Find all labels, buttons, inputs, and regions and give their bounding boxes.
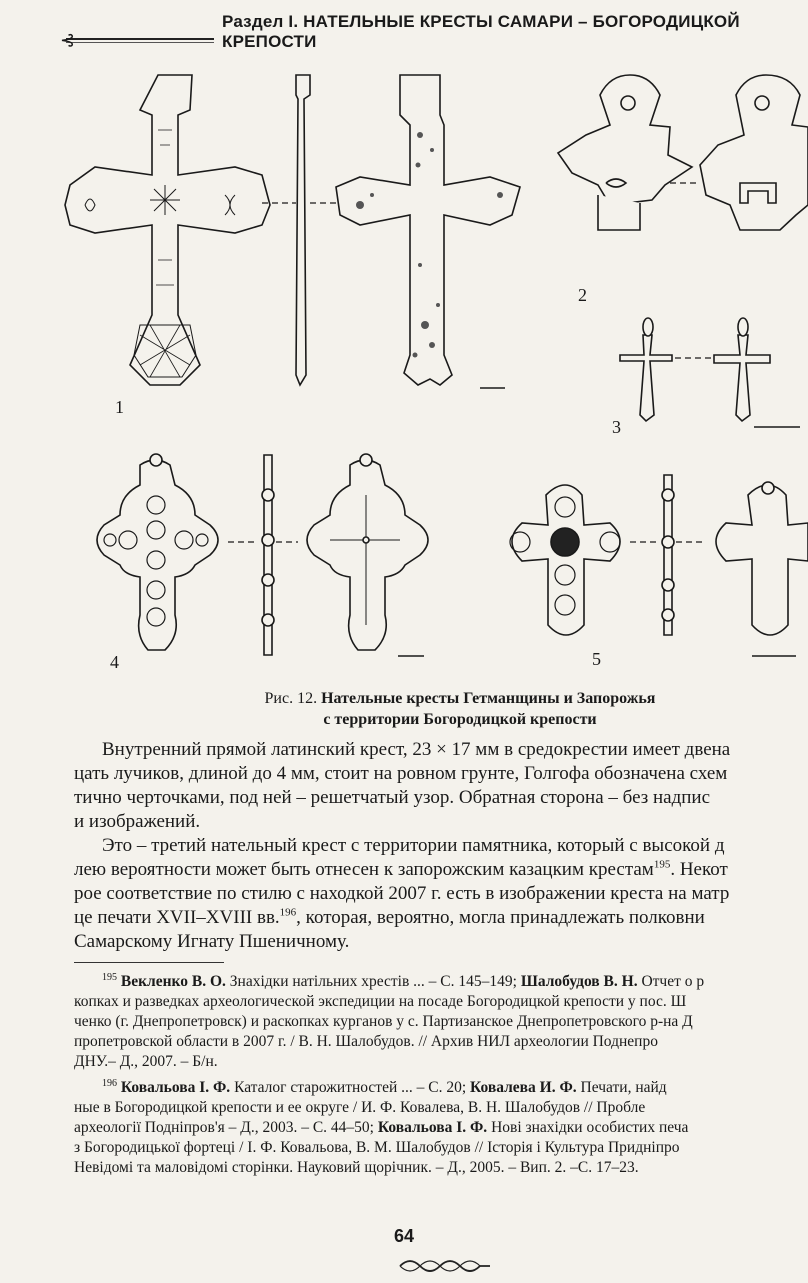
footnote-text: археології Подніпров'я – Д., 2003. – С. 44–50;: [74, 1119, 378, 1136]
footnote-196-line: з Богородицької фортеці / І. Ф. Ковальова, В. М. Шалобудов // Історія і Культура Придніпро: [74, 1139, 680, 1156]
footnote-195-line: ченко (г. Днепропетровск) и раскопках курганов у с. Партизанское Днепропетровского р-на Д: [74, 1013, 693, 1030]
footnote-author: Ковалева И. Ф.: [470, 1079, 577, 1096]
running-header: [0, 0, 808, 51]
footnote-author: Векленко В. О.: [120, 973, 226, 990]
figure-label-5: 5: [592, 649, 601, 669]
cross-2-front: [558, 75, 692, 230]
header-ornament-icon: ⊰: [60, 30, 76, 50]
footnote-196-line: [74, 1078, 808, 1098]
footnote-text: Каталог старожитностей ... – С. 20;: [230, 1079, 471, 1096]
body-text-span: лею вероятности может быть отнесен к запорожским казацким крестам: [74, 859, 654, 880]
footnotes: [74, 972, 808, 1178]
footnote-text: Печати, найд: [576, 1079, 667, 1096]
cross-1-front: [65, 75, 270, 385]
figure-label-4: 4: [110, 652, 119, 672]
caption-title-line1: Нательные кресты Гетманщины и Запорожья: [321, 690, 656, 707]
footnote-author: Ковальова І. Ф.: [120, 1079, 231, 1096]
crosses-illustration: [0, 55, 808, 695]
body-line: рое соответствие по стилю с находкой 2007 г. есть в изображении креста на матр: [74, 883, 730, 904]
footnote-195-line: ДНУ.– Д., 2007. – Б/н.: [74, 1053, 218, 1070]
body-text: [74, 738, 808, 954]
cross-1-side: [296, 75, 310, 385]
body-text-span: , которая, вероятно, могла принадлежать полковни: [296, 907, 705, 928]
body-line: цать лучиков, длиной до 4 мм, стоит на ровном грунте, Голгофа обозначена схем: [74, 763, 728, 784]
caption-title-line2: с территории Богородицкой крепости: [323, 711, 597, 728]
cross-1-back: [336, 75, 520, 385]
footnote-ref-196[interactable]: 196: [279, 906, 297, 919]
cross-4-back: [307, 454, 428, 650]
running-header-title: Раздел I. НАТЕЛЬНЫЕ КРЕСТЫ САМАРИ – БОГОРОДИЦКОЙ КРЕПОСТИ: [214, 10, 808, 54]
page-number: 64: [393, 1226, 415, 1246]
footnote-ref-195[interactable]: 195: [653, 858, 671, 871]
body-line: и изображений.: [74, 811, 201, 832]
figure-crosses: [0, 55, 808, 695]
cross-4-side: [262, 455, 274, 655]
cross-5-back: [716, 482, 808, 635]
footnote-196-line: Невідомі та маловідомі сторінки. Науковий щорічник. – Д., 2005. – Вип. 2. –С. 17–23.: [74, 1159, 639, 1176]
figure-label-3: 3: [612, 417, 621, 437]
body-line: Самарскому Игнату Пшеничному.: [74, 931, 350, 952]
footnote-195-line: копках и разведках археологической экспедиции на посаде Богородицкой крепости у пос. Ш: [74, 993, 687, 1010]
caption-prefix: Рис. 12.: [264, 690, 318, 707]
body-line: Внутренний прямой латинский крест, 23 × 17 мм в средокрестии имеет двена: [102, 739, 731, 760]
body-line: Это – третий нательный крест с территории памятника, который с высокой д: [102, 835, 725, 856]
footnote-number: 195: [102, 972, 117, 983]
footnote-author: Ковальова І. Ф.: [377, 1119, 488, 1136]
cross-5-side: [662, 475, 674, 635]
footnote-text: Знахідки натільних хрестів ... – С. 145–149;: [225, 973, 521, 990]
footnote-text: Отчет о р: [637, 973, 705, 990]
cross-5-front: [510, 485, 620, 635]
footnote-text: Нові знахідки особистих печа: [487, 1119, 689, 1136]
body-line: тично черточками, под ней – решетчатый узор. Обратная сторона – без надпис: [74, 787, 711, 808]
figure-caption: [200, 688, 720, 730]
footnote-separator: [74, 962, 224, 963]
cross-3-back: [714, 318, 770, 421]
footnote-195-line: [74, 972, 808, 992]
body-text-span: це печати XVII–XVIII вв.: [74, 907, 280, 928]
footnote-196-line: ные в Богородицкой крепости и ее округе / И. Ф. Ковалева, В. Н. Шалобудов // Пробле: [74, 1099, 646, 1116]
figure-label-2: 2: [578, 285, 587, 305]
footnote-196-line: [74, 1118, 808, 1138]
body-line: [74, 858, 808, 882]
footnote-author: Шалобудов В. Н.: [520, 973, 638, 990]
footnote-number: 196: [102, 1077, 117, 1089]
cross-2-back: [700, 75, 808, 230]
figure-label-1: 1: [115, 397, 124, 417]
page-ornament-icon: [395, 1256, 495, 1276]
body-text-span: . Некот: [670, 859, 728, 880]
footnote-195-line: пропетровской области в 2007 г. / В. Н. Шалобудов. // Архив НИЛ археологии Поднепро: [74, 1033, 658, 1050]
cross-4-front: [97, 454, 218, 650]
body-line: [74, 906, 808, 930]
cross-3-front: [620, 318, 672, 421]
